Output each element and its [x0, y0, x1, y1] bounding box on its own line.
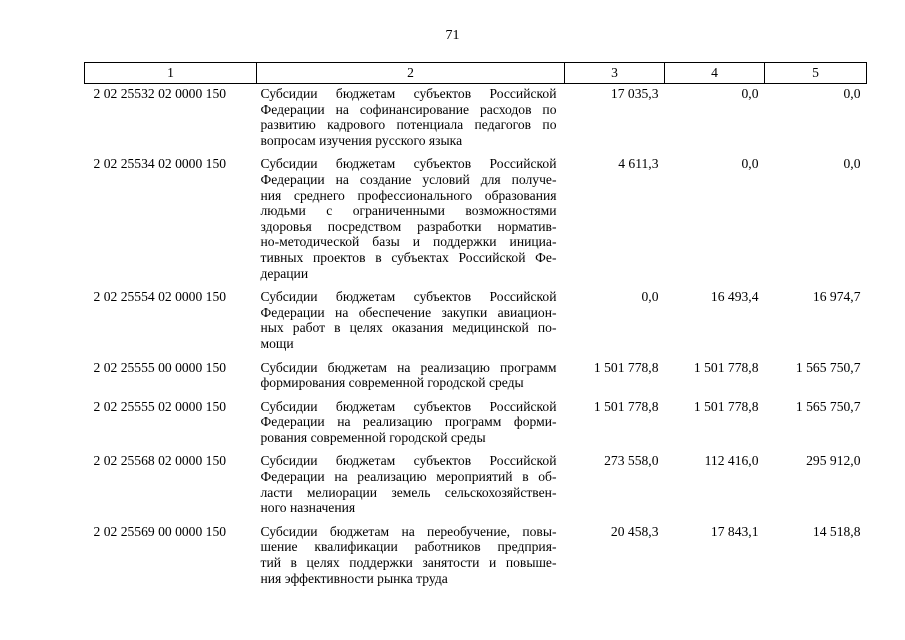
table-header-row: [85, 63, 867, 84]
amount-col-5: 1 565 750,7: [795, 398, 861, 414]
description-line: Федерации на реализацию программ форми-: [260, 414, 557, 430]
column-header-3: 3: [565, 63, 665, 84]
description-line: здоровья посредством разработки норматив-: [260, 218, 557, 234]
amount-col-3: 1 501 778,8: [593, 398, 659, 414]
description-line: рования современной городской среды: [260, 429, 486, 445]
amount-col-4: 112 416,0: [704, 453, 759, 469]
amount-col-3: 17 035,3: [610, 86, 659, 101]
column-header-2: 2: [257, 63, 565, 84]
description-line: Федерации на создание условий для получе-: [260, 171, 557, 187]
amount-col-4: 16 493,4: [710, 289, 759, 305]
amount-col-4: 0,0: [741, 156, 759, 172]
table-row: [85, 84, 867, 155]
budget-code: 2 02 25569 00 0000 150: [93, 523, 227, 539]
description-line: формирования современной городской среды: [260, 375, 524, 391]
budget-description: [257, 287, 565, 357]
description-line: ных работ в целях оказания медицинской по-: [260, 320, 557, 336]
amount-col-3: 1 501 778,8: [593, 359, 659, 375]
description-line: ния эффективности рынка труда: [260, 570, 448, 586]
description-line: тивных проектов в субъектах Российской Фе-: [260, 249, 557, 265]
column-header-1: 1: [85, 63, 257, 84]
column-header-5: 5: [765, 63, 867, 84]
description-line: Субсидии бюджетам субъектов Российской: [260, 156, 557, 172]
budget-description: [257, 451, 565, 521]
amount-col-4: 17 843,1: [710, 523, 759, 539]
budget-description: [257, 84, 565, 155]
amount-col-3: 20 458,3: [610, 523, 659, 539]
amount-col-3: 0,0: [641, 289, 659, 305]
amount-col-4: 1 501 778,8: [693, 398, 759, 414]
amount-col-5: 14 518,8: [812, 523, 861, 539]
description-line: Федерации на софинансирование расходов по: [260, 101, 557, 117]
budget-description: [257, 358, 565, 397]
amount-col-5: 0,0: [843, 86, 861, 101]
description-line: людьми с ограниченными возможностями: [260, 203, 557, 219]
description-line: вопросам изучения русского языка: [260, 132, 463, 148]
budget-description: [257, 154, 565, 287]
amount-col-3: 273 558,0: [604, 453, 659, 469]
description-line: Субсидии бюджетам субъектов Российской: [260, 86, 557, 101]
description-line: шение квалификации работников предприя-: [260, 539, 557, 555]
table-row: [85, 397, 867, 452]
amount-col-4: 1 501 778,8: [693, 359, 759, 375]
table-row: [85, 451, 867, 521]
description-line: Субсидии бюджетам субъектов Российской: [260, 398, 557, 414]
table-row: [85, 358, 867, 397]
description-line: мощи: [260, 335, 294, 351]
amount-col-5: 295 912,0: [806, 453, 861, 469]
description-line: Субсидии бюджетам на переобучение, повы-: [260, 523, 557, 539]
budget-code: 2 02 25534 02 0000 150: [93, 156, 227, 172]
column-header-4: 4: [665, 63, 765, 84]
budget-description: [257, 522, 565, 592]
amount-col-5: 16 974,7: [812, 289, 861, 305]
budget-code: 2 02 25555 00 0000 150: [93, 359, 227, 375]
description-line: тий в целях поддержки занятости и повыше-: [260, 555, 557, 571]
budget-table: [84, 62, 867, 592]
budget-description: [257, 397, 565, 452]
budget-code: 2 02 25555 02 0000 150: [93, 398, 227, 414]
description-line: Субсидии бюджетам субъектов Российской: [260, 453, 557, 469]
table-row: [85, 522, 867, 592]
table-row: [85, 154, 867, 287]
description-line: ласти мелиорации земель сельскохозяйствен-: [260, 484, 557, 500]
amount-col-5: 0,0: [843, 156, 861, 172]
amount-col-3: 4 611,3: [618, 156, 659, 172]
description-line: Федерации на обеспечение закупки авиацион-: [260, 304, 557, 320]
description-line: но-методической базы и поддержки инициа-: [260, 234, 557, 250]
description-line: ния среднего профессионального образования: [260, 187, 557, 203]
description-line: ного назначения: [260, 500, 356, 516]
amount-col-5: 1 565 750,7: [795, 359, 861, 375]
description-line: развитию кадрового потенциала педагогов по: [260, 117, 557, 133]
budget-code: 2 02 25532 02 0000 150: [93, 86, 227, 101]
description-line: Федерации на реализацию мероприятий в об-: [260, 469, 557, 485]
page-number: 71: [445, 28, 460, 43]
description-line: Субсидии бюджетам на реализацию программ: [260, 359, 557, 375]
description-line: Субсидии бюджетам субъектов Российской: [260, 289, 557, 305]
budget-code: 2 02 25568 02 0000 150: [93, 453, 227, 469]
budget-code: 2 02 25554 02 0000 150: [93, 289, 227, 305]
table-row: [85, 287, 867, 357]
description-line: дерации: [260, 265, 309, 281]
amount-col-4: 0,0: [741, 86, 759, 101]
